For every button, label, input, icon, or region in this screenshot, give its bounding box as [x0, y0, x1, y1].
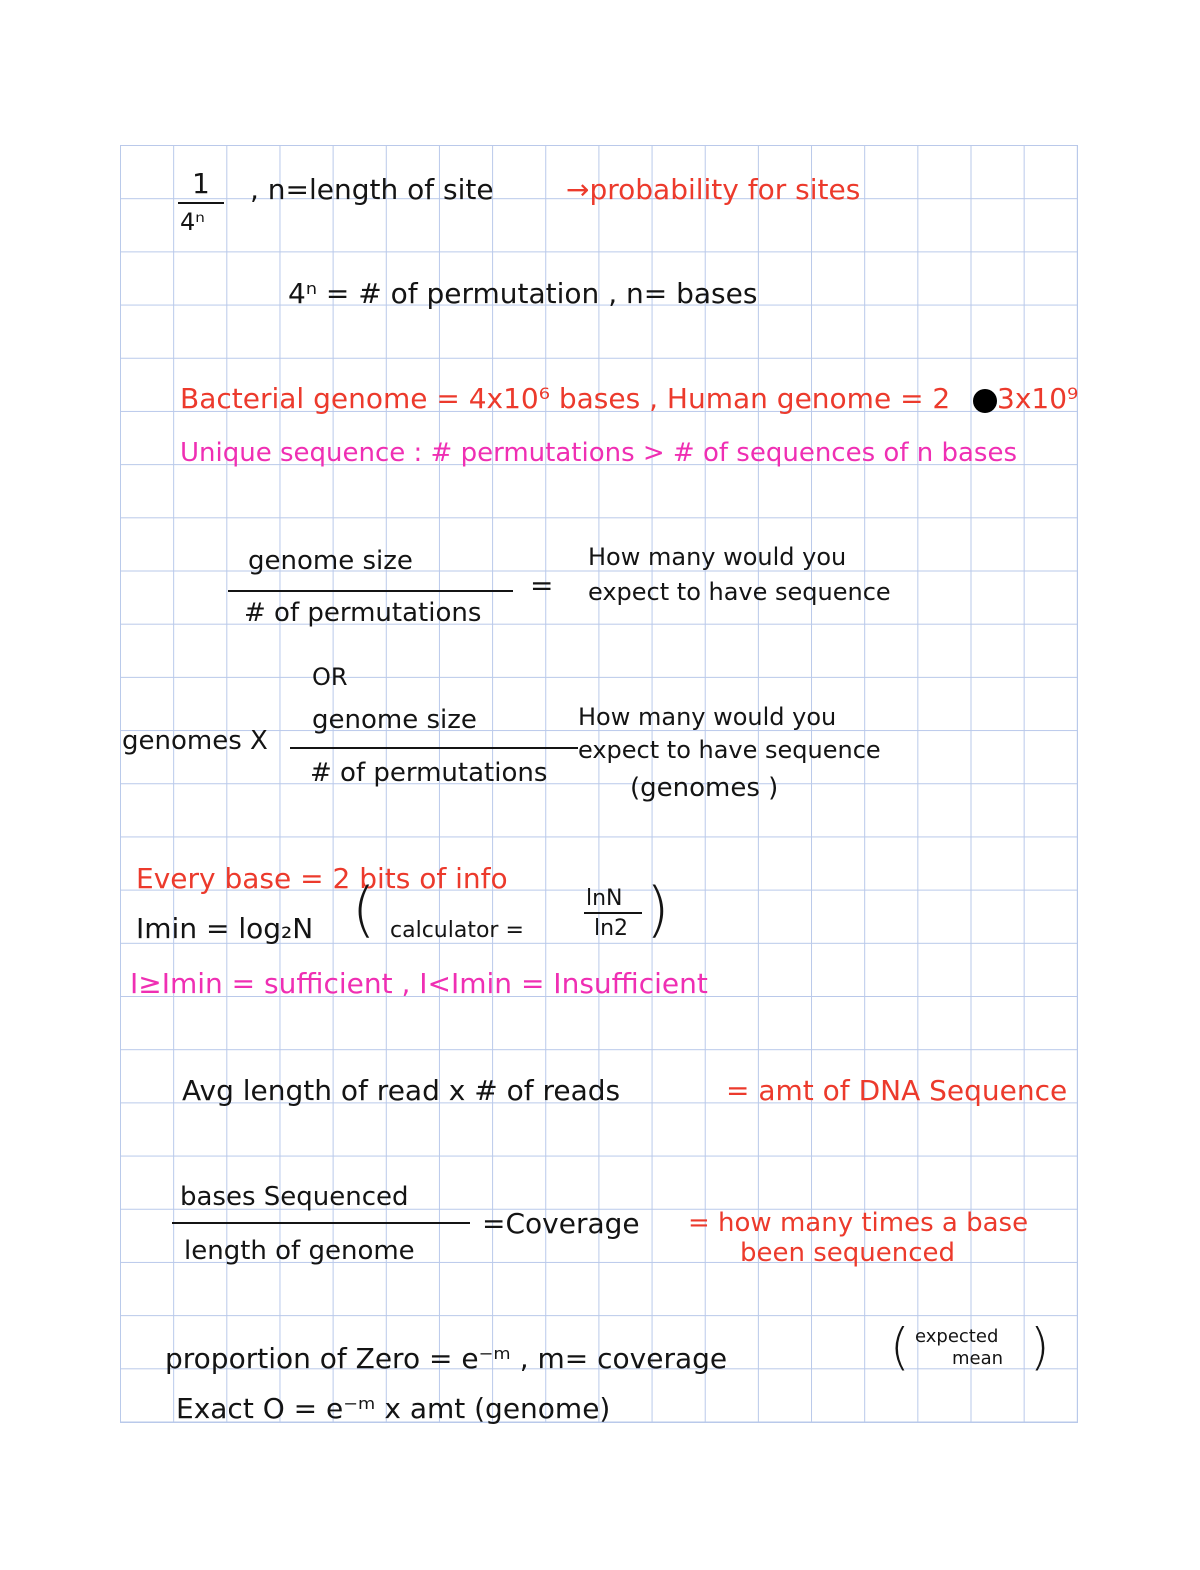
genome-sizes-line: Bacterial genome = 4x10⁶ bases , Human genome = 2 [180, 382, 951, 415]
permutation-definition: 4ⁿ = # of permutation , n= bases [288, 277, 758, 310]
site-length-definition: , n=length of site [250, 173, 494, 206]
formula1-result-line1: How many would you [588, 543, 847, 571]
exact-zero-formula: Exact O = e⁻ᵐ x amt (genome) [176, 1392, 611, 1425]
coverage-denominator: length of genome [184, 1236, 415, 1266]
dna-sequence-result: = amt of DNA Sequence [726, 1074, 1068, 1107]
formula1-result-line2: expect to have sequence [588, 578, 891, 606]
human-genome-exponent: 3x10⁹ [997, 382, 1079, 415]
formula2-prefix: genomes X [122, 726, 268, 756]
formula2-numerator: genome size [312, 705, 477, 735]
left-paren: ( [352, 875, 376, 945]
probability-for-sites-note: →probability for sites [566, 173, 861, 206]
formula1-equals: = [530, 569, 554, 602]
right-paren: ) [646, 875, 670, 945]
formula1-denominator: # of permutations [244, 598, 482, 628]
prob-fraction-denominator: 4ⁿ [180, 208, 205, 236]
coverage-label: =Coverage [482, 1207, 640, 1240]
calculator-label: calculator = [390, 918, 524, 943]
marker-dot [973, 389, 997, 413]
expected-word: expected [915, 1326, 999, 1347]
avg-read-formula: Avg length of read x # of reads [182, 1074, 621, 1107]
proportion-zero-formula: proportion of Zero = e⁻ᵐ , m= coverage [165, 1342, 728, 1375]
calc-fraction-denominator: ln2 [594, 916, 629, 941]
formula2-bar [290, 747, 578, 749]
calc-fraction-bar [584, 912, 642, 914]
sufficiency-condition: I≥Imin = sufficient , I<Imin = Insufficient [130, 967, 708, 1000]
unique-sequence-condition: Unique sequence : # permutations > # of sequences of n bases [180, 438, 1018, 468]
imin-formula: Imin = log₂N [136, 912, 314, 945]
formula2-result-line2: expect to have sequence [578, 736, 881, 764]
or-separator: OR [312, 663, 348, 691]
prob-fraction-bar [178, 202, 224, 204]
coverage-meaning-line2: been sequenced [740, 1238, 956, 1268]
formula2-result-line1: How many would you [578, 703, 837, 731]
formula2-denominator: # of permutations [310, 758, 548, 788]
mean-word: mean [952, 1348, 1004, 1369]
prob-fraction-numerator: 1 [192, 167, 210, 200]
bits-of-info-note: Every base = 2 bits of info [136, 862, 508, 895]
coverage-meaning-line1: = how many times a base [688, 1208, 1029, 1238]
coverage-numerator: bases Sequenced [180, 1182, 409, 1212]
coverage-bar [172, 1222, 470, 1224]
formula1-numerator: genome size [248, 546, 413, 576]
formula1-bar [228, 590, 513, 592]
expected-right-paren: ) [1030, 1318, 1050, 1376]
expected-left-paren: ( [890, 1318, 910, 1376]
formula2-result-line3: (genomes ) [630, 773, 779, 803]
calc-fraction-numerator: lnN [586, 886, 623, 911]
